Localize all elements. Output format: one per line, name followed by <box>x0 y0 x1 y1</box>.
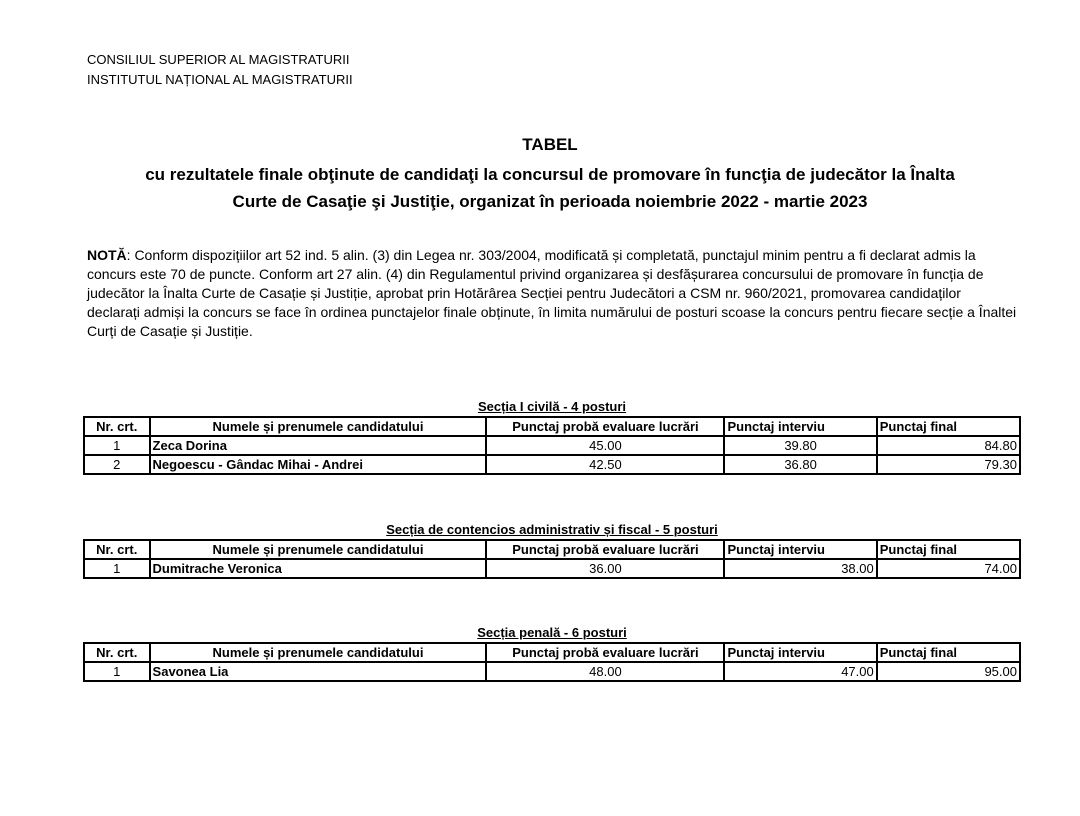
col-header-final: Punctaj final <box>877 540 1020 559</box>
col-header-name: Numele și prenumele candidatului <box>150 417 487 436</box>
cell-interview: 36.80 <box>724 455 876 474</box>
table-row <box>84 455 1020 474</box>
cell-eval: 42.50 <box>486 455 724 474</box>
cell-nr: 2 <box>84 455 150 474</box>
table-header-row <box>84 540 1020 559</box>
cell-eval: 48.00 <box>486 662 724 681</box>
table-row <box>84 559 1020 578</box>
title-subtitle-line1: cu rezultatele finale obţinute de candidaţi la concursul de promovare în funcţia de judecător la Înalta <box>145 165 955 184</box>
section-civil <box>83 398 1021 475</box>
col-header-eval: Punctaj probă evaluare lucrări <box>486 540 724 559</box>
col-header-nr: Nr. crt. <box>84 540 150 559</box>
col-header-interview: Punctaj interviu <box>724 540 876 559</box>
table-header-row <box>84 643 1020 662</box>
section-title: Secția I civilă - 4 posturi <box>477 399 627 414</box>
cell-nr: 1 <box>84 662 150 681</box>
section-contencios <box>83 521 1021 579</box>
cell-eval: 45.00 <box>486 436 724 455</box>
cell-name: Dumitrache Veronica <box>150 559 487 578</box>
cell-name: Negoescu - Gândac Mihai - Andrei <box>150 455 487 474</box>
table-row <box>84 662 1020 681</box>
section-title: Secția penală - 6 posturi <box>477 625 627 640</box>
cell-final: 95.00 <box>877 662 1020 681</box>
cell-nr: 1 <box>84 559 150 578</box>
section-title: Secția de contencios administrativ și fiscal - 5 posturi <box>386 522 718 537</box>
cell-interview: 38.00 <box>724 559 876 578</box>
note-paragraph <box>87 246 1017 341</box>
col-header-name: Numele și prenumele candidatului <box>150 540 487 559</box>
cell-eval: 36.00 <box>486 559 724 578</box>
table-header-row <box>84 417 1020 436</box>
col-header-interview: Punctaj interviu <box>724 417 876 436</box>
institution-header <box>87 50 353 90</box>
table-row <box>84 436 1020 455</box>
results-table <box>83 539 1021 579</box>
note-text: : Conform dispozițiilor art 52 ind. 5 alin. (3) din Legea nr. 303/2004, modificată și completată, punctajul minim pentru a fi declarat admis la concurs este 70 de puncte. Conform art 27 alin. (4) din Regulamentul privind organizarea și desfășurarea concursului de promovare în funcția de judecător la Înalta Curte de Casație și Justiție, aprobat prin Hotărârea Secției pentru Judecători a CSM nr. 960/2021, promovarea candidaților declarați admiși la concurs se face în ordinea punctajelor finale obținute, în limita numărului de posturi scoase la concurs pentru fiecare secție a Înaltei Curți de Casație și Justiție. <box>87 247 1017 339</box>
header-line-csm: CONSILIUL SUPERIOR AL MAGISTRATURII <box>87 52 350 67</box>
col-header-final: Punctaj final <box>877 417 1020 436</box>
title-main: TABEL <box>522 135 578 154</box>
cell-interview: 47.00 <box>724 662 876 681</box>
col-header-eval: Punctaj probă evaluare lucrări <box>486 417 724 436</box>
cell-final: 74.00 <box>877 559 1020 578</box>
col-header-nr: Nr. crt. <box>84 417 150 436</box>
results-table <box>83 642 1021 682</box>
header-line-inm: INSTITUTUL NAȚIONAL AL MAGISTRATURII <box>87 72 353 87</box>
col-header-name: Numele și prenumele candidatului <box>150 643 487 662</box>
section-penal <box>83 624 1021 682</box>
col-header-nr: Nr. crt. <box>84 643 150 662</box>
col-header-interview: Punctaj interviu <box>724 643 876 662</box>
document-title <box>60 134 1040 215</box>
col-header-final: Punctaj final <box>877 643 1020 662</box>
note-label: NOTĂ <box>87 247 127 263</box>
title-subtitle-line2: Curte de Casaţie şi Justiţie, organizat în perioada noiembrie 2022 - martie 2023 <box>232 192 868 211</box>
cell-nr: 1 <box>84 436 150 455</box>
cell-final: 84.80 <box>877 436 1020 455</box>
cell-name: Zeca Dorina <box>150 436 487 455</box>
cell-interview: 39.80 <box>724 436 876 455</box>
cell-final: 79.30 <box>877 455 1020 474</box>
col-header-eval: Punctaj probă evaluare lucrări <box>486 643 724 662</box>
cell-name: Savonea Lia <box>150 662 487 681</box>
results-table <box>83 416 1021 475</box>
